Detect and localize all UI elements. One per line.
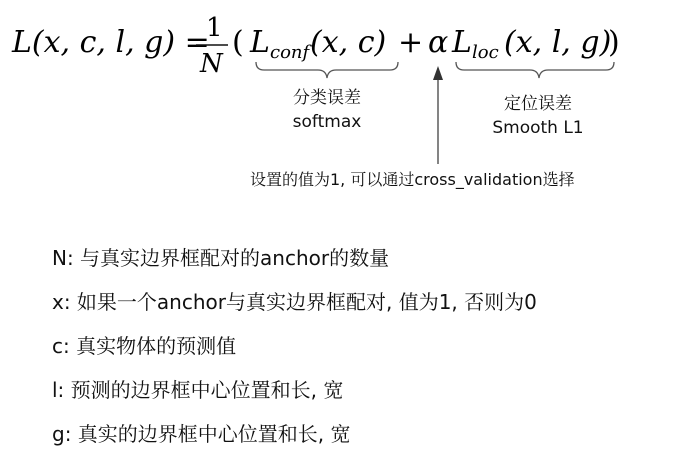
term-l-conf-subscript: conf [270,42,310,63]
variable-definitions [52,236,672,456]
term-l-conf: L [250,25,270,60]
conf-label-en: softmax [292,112,362,132]
plus-sign: + [398,25,424,60]
alpha-note: 设置的值为1, 可以通过cross_validation选择 [250,170,575,189]
formula-lhs: L(x, c, l, g) = [12,25,210,60]
definition-g: g: 真实的边界框中心位置和长, 宽 [52,422,351,446]
loc-underbrace [456,62,614,78]
fraction-numerator: 1 [206,13,223,43]
definition-l: l: 预测的边界框中心位置和长, 宽 [52,378,344,402]
term-l-loc-subscript: loc [472,42,499,63]
loc-label-en: Smooth L1 [492,118,584,138]
term-l-conf-args: (x, c) [310,25,387,60]
definition-c: c: 真实物体的预测值 [52,334,237,358]
definition-n: N: 与真实边界框配对的anchor的数量 [52,246,390,270]
loss-formula [0,0,682,235]
fraction-denominator: N [200,49,223,79]
loc-label-cn: 定位误差 [504,94,572,114]
close-paren: ) [608,25,620,60]
open-paren: ( [232,25,244,60]
alpha-arrow-head [433,66,443,80]
alpha-symbol: α [428,25,449,60]
conf-label-cn: 分类误差 [293,88,361,108]
conf-label [272,86,382,134]
definition-x: x: 如果一个anchor与真实边界框配对, 值为1, 否则为0 [52,290,537,314]
term-l-loc-args: (x, l, g) [504,25,612,60]
term-l-loc: L [452,25,472,60]
conf-underbrace [256,62,398,78]
loc-label [470,92,606,140]
